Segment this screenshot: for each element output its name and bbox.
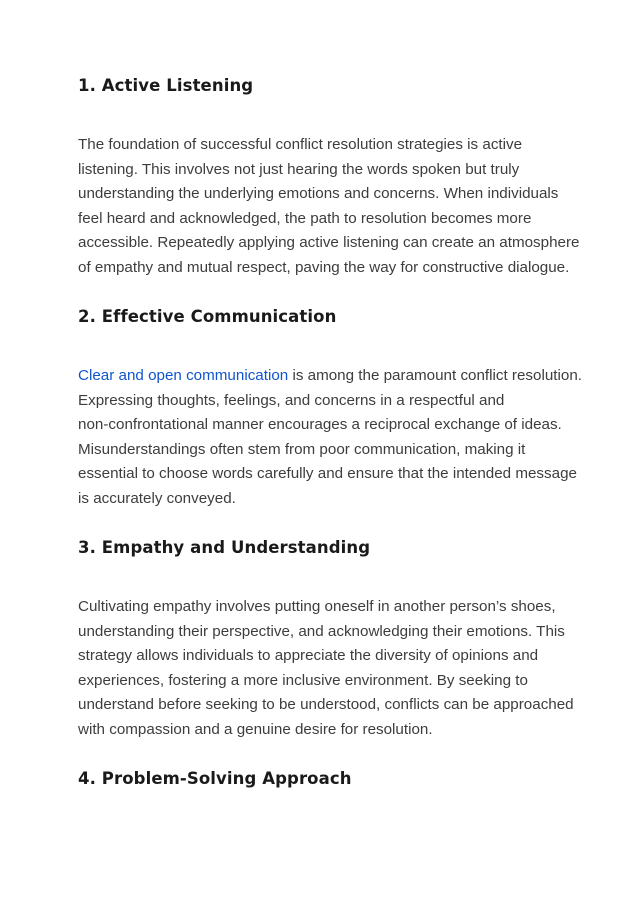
paragraph-line: feel heard and acknowledged, the path to resolution becomes more <box>78 209 532 227</box>
paragraph-line: accessible. Repeatedly applying active listening can create an atmosphere <box>78 234 580 251</box>
communication-link[interactable]: Clear and open communication <box>78 367 289 384</box>
paragraph-line: listening. This involves not just hearing the words spoken but truly <box>78 160 520 178</box>
paragraph-line: Misunderstandings often stem from poor communication, making it <box>78 440 526 458</box>
section-heading-effective-communication: 2. Effective Communication <box>78 307 337 326</box>
paragraph-line: is accurately conveyed. <box>78 489 236 507</box>
paragraph-line: understanding their perspective, and acknowledging their emotions. This <box>78 622 565 640</box>
paragraph-empathy-understanding <box>78 595 578 742</box>
section-heading-empathy-understanding: 3. Empathy and Understanding <box>78 538 371 557</box>
paragraph-line: strategy allows individuals to appreciate the diversity of opinions and <box>78 647 539 664</box>
paragraph-line: understand before seeking to be understood, conflicts can be approached <box>78 696 574 713</box>
paragraph-line: of empathy and mutual respect, paving the way for constructive dialogue. <box>78 258 570 276</box>
section-heading-problem-solving: 4. Problem-Solving Approach <box>78 769 352 788</box>
paragraph-active-listening <box>78 133 578 280</box>
paragraph-effective-communication <box>78 364 583 511</box>
paragraph-line: non-confrontational manner encourages a reciprocal exchange of ideas. <box>78 416 562 433</box>
paragraph-line: understanding the underlying emotions and concerns. When individuals <box>78 185 559 202</box>
paragraph-line-text: is among the paramount conflict resolution. <box>288 367 583 384</box>
paragraph-line <box>78 364 583 389</box>
paragraph-line: essential to choose words carefully and ensure that the intended message <box>78 465 577 482</box>
paragraph-line: The foundation of successful conflict resolution strategies is active <box>78 136 523 153</box>
paragraph-line: with compassion and a genuine desire for resolution. <box>78 720 433 738</box>
paragraph-line: Expressing thoughts, feelings, and concerns in a respectful and <box>78 391 505 409</box>
section-heading-active-listening: 1. Active Listening <box>78 76 254 95</box>
paragraph-line: Cultivating empathy involves putting oneself in another person’s shoes, <box>78 598 556 615</box>
paragraph-line: experiences, fostering a more inclusive environment. By seeking to <box>78 671 528 689</box>
